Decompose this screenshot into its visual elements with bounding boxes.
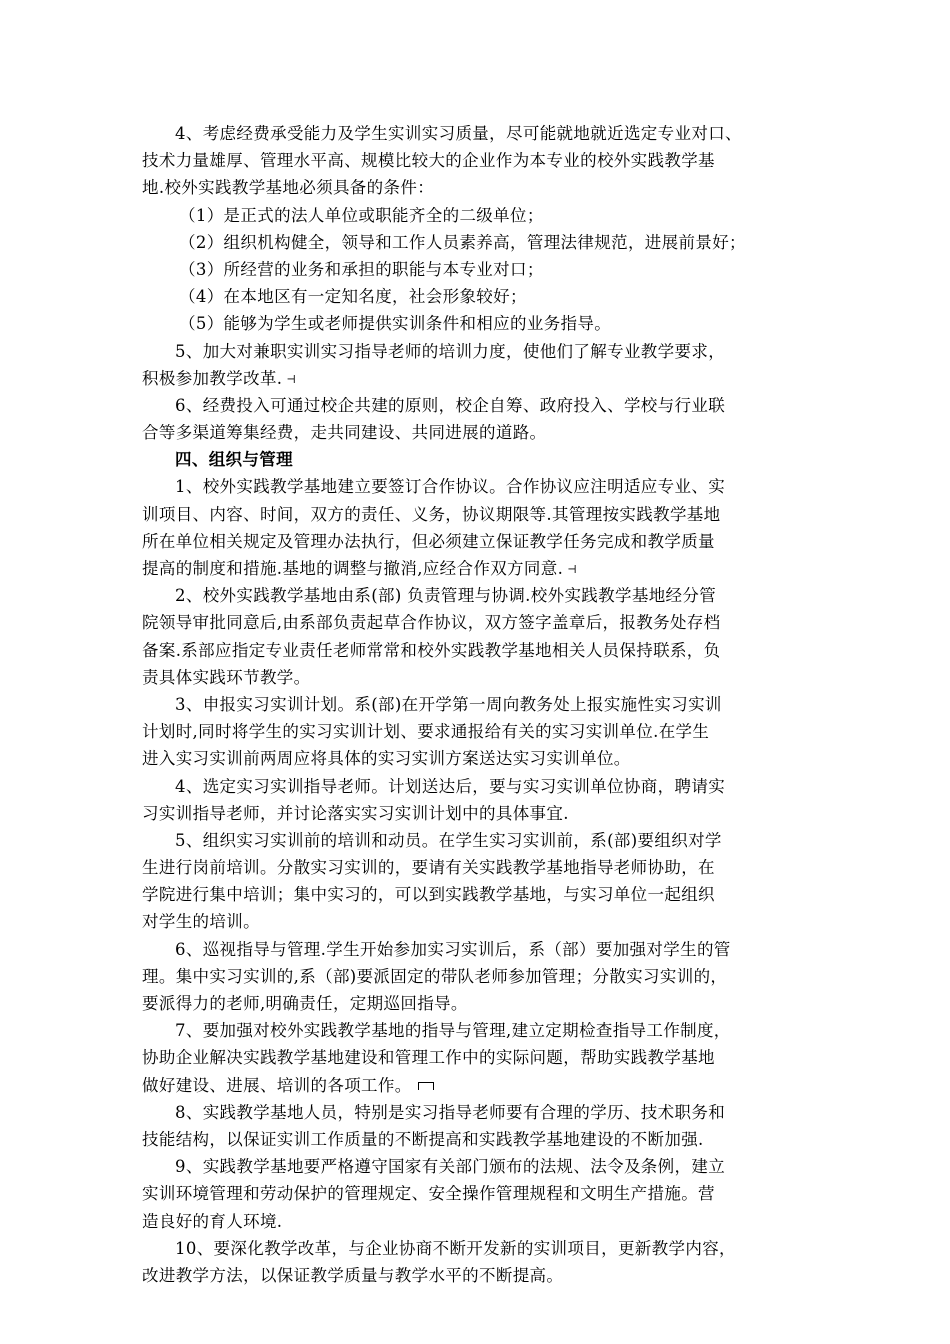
line-text: 3、申报实习实训计划。系(部)在开学第一周向教务处上报实施性实习实训 [175,694,722,714]
document-body [142,120,822,1289]
line-text: 6、巡视指导与管理.学生开始参加实习实训后，系（部）要加强对学生的管 [175,939,731,959]
line-text: 四、组织与管理 [175,450,293,470]
text-line [142,1262,822,1289]
line-text: 实训环境管理和劳动保护的管理规定、安全操作管理规程和文明生产措施。营 [142,1184,715,1204]
text-line [142,881,822,908]
line-text: 积极参加教学改革. [142,368,283,388]
line-text: 技术力量雄厚、管理水平高、规模比较大的企业作为本专业的校外实践教学基 [142,151,715,171]
line-text: （1）是正式的法人单位或职能齐全的二级单位； [179,205,544,225]
text-line [142,609,822,636]
text-line [142,338,822,365]
line-text: 技能结构，以保证实训工作质量的不断提高和实践教学基地建设的不断加强. [142,1129,704,1149]
text-line [142,202,822,229]
line-text: 合等多渠道筹集经费，走共同建设、共同进展的道路。 [142,423,547,443]
text-line [142,256,822,283]
paragraph-mark-icon: ⊣ [286,372,297,386]
line-text: 提高的制度和措施.基地的调整与撤消,应经合作双方同意. [142,559,564,578]
text-line [142,990,822,1017]
line-text: 造良好的育人环境. [142,1211,283,1231]
line-text: 计划时,同时将学生的实习实训计划、要求通报给有关的实习实训单位.在学生 [142,722,710,742]
text-line [142,718,822,745]
line-text: 理。集中实习实训的,系（部)要派固定的带队老师参加管理；分散实习实训的， [142,966,728,986]
text-line [142,1235,822,1262]
text-line [142,229,822,256]
line-text: 1、校外实践教学基地建立要签订合作协议。合作协议应注明适应专业、实 [175,477,726,497]
line-text: 5、组织实习实训前的培训和动员。在学生实习实训前，系(部)要组织对学 [175,830,722,850]
line-text: 5、加大对兼职实训实习指导老师的培训力度，使他们了解专业教学要求， [175,341,726,361]
text-line [142,365,822,392]
line-text: 要派得力的老师,明确责任，定期巡回指导。 [142,994,468,1013]
line-text: （5）能够为学生或老师提供实训条件和相应的业务指导。 [179,314,612,334]
corner-mark-icon [418,1082,434,1090]
paragraph-mark-icon: ⊣ [567,562,577,576]
text-line [142,800,822,827]
text-line [142,854,822,881]
text-line [142,827,822,854]
line-text: 习实训指导老师，并讨论落实实习实训计划中的具体事宜. [142,803,569,823]
line-text: 院领导审批同意后,由系部负责起草合作协议，双方签字盖章后，报教务处存档 [142,613,721,633]
line-text: 对学生的培训。 [142,912,260,932]
line-text: 协助企业解决实践教学基地建设和管理工作中的实际问题，帮助实践教学基地 [142,1048,715,1068]
line-text: （2）组织机构健全，领导和工作人员素养高，管理法律规范，进展前景好； [179,232,746,252]
text-line [142,1208,822,1235]
text-line [142,392,822,419]
text-line [142,310,822,337]
text-line [142,1072,822,1099]
text-line [142,908,822,935]
line-text: 10、要深化教学改革，与企业协商不断开发新的实训项目，更新教学内容， [175,1238,736,1258]
text-line [142,174,822,201]
text-line [142,745,822,772]
text-line [142,1044,822,1071]
line-text: （4）在本地区有一定知名度，社会形象较好； [179,287,527,307]
line-text: 训项目、内容、时间，双方的责任、义务，协议期限等.其管理按实践教学基地 [142,504,721,524]
text-line [142,473,822,500]
text-line [142,963,822,990]
text-line [142,501,822,528]
line-text: 生进行岗前培训。分散实习实训的，要请有关实践教学基地指导老师协助，在 [142,858,715,878]
line-text: 4、考虑经费承受能力及学生实训实习质量，尽可能就地就近选定专业对口、 [175,124,742,143]
text-line [142,120,822,147]
line-text: 进入实习实训前两周应将具体的实习实训方案送达实习实训单位。 [142,749,631,769]
text-line [142,1180,822,1207]
line-text: 责具体实践环节教学。 [142,667,311,687]
text-line [142,1153,822,1180]
line-text: 6、经费投入可通过校企共建的原则，校企自筹、政府投入、学校与行业联 [175,395,726,415]
text-line [142,419,822,446]
line-text: 2、校外实践教学基地由系(部) 负责管理与协调.校外实践教学基地经分管 [175,586,717,606]
text-line [142,637,822,664]
section-heading [142,446,822,473]
text-line [142,691,822,718]
text-line [142,1099,822,1126]
text-line [142,664,822,691]
line-text: 7、要加强对校外实践教学基地的指导与管理,建立定期检查指导工作制度， [175,1021,731,1041]
text-line [142,555,822,582]
text-line [142,1126,822,1153]
text-line [142,773,822,800]
line-text: 做好建设、进展、培训的各项工作。 [142,1075,412,1095]
line-text: 4、选定实习实训指导老师。计划送达后，要与实习实训单位协商，聘请实 [175,776,726,796]
line-text: 所在单位相关规定及管理办法执行，但必须建立保证教学任务完成和教学质量 [142,531,715,551]
text-line [142,1017,822,1044]
text-line [142,283,822,310]
line-text: （3）所经营的业务和承担的职能与本专业对口； [179,259,544,279]
text-line [142,936,822,963]
line-text: 8、实践教学基地人员，特别是实习指导老师要有合理的学历、技术职务和 [175,1102,726,1122]
line-text: 9、实践教学基地要严格遵守国家有关部门颁布的法规、法令及条例，建立 [175,1157,726,1177]
text-line [142,147,822,174]
line-text: 学院进行集中培训；集中实习的，可以到实践教学基地，与实习单位一起组织 [142,885,715,905]
line-text: 地.校外实践教学基地必须具备的条件： [142,178,435,198]
text-line [142,582,822,609]
line-text: 改进教学方法，以保证教学质量与教学水平的不断提高。 [142,1265,564,1285]
line-text: 备案.系部应指定专业责任老师常常和校外实践教学基地相关人员保持联系，负 [142,640,721,660]
text-line [142,528,822,555]
